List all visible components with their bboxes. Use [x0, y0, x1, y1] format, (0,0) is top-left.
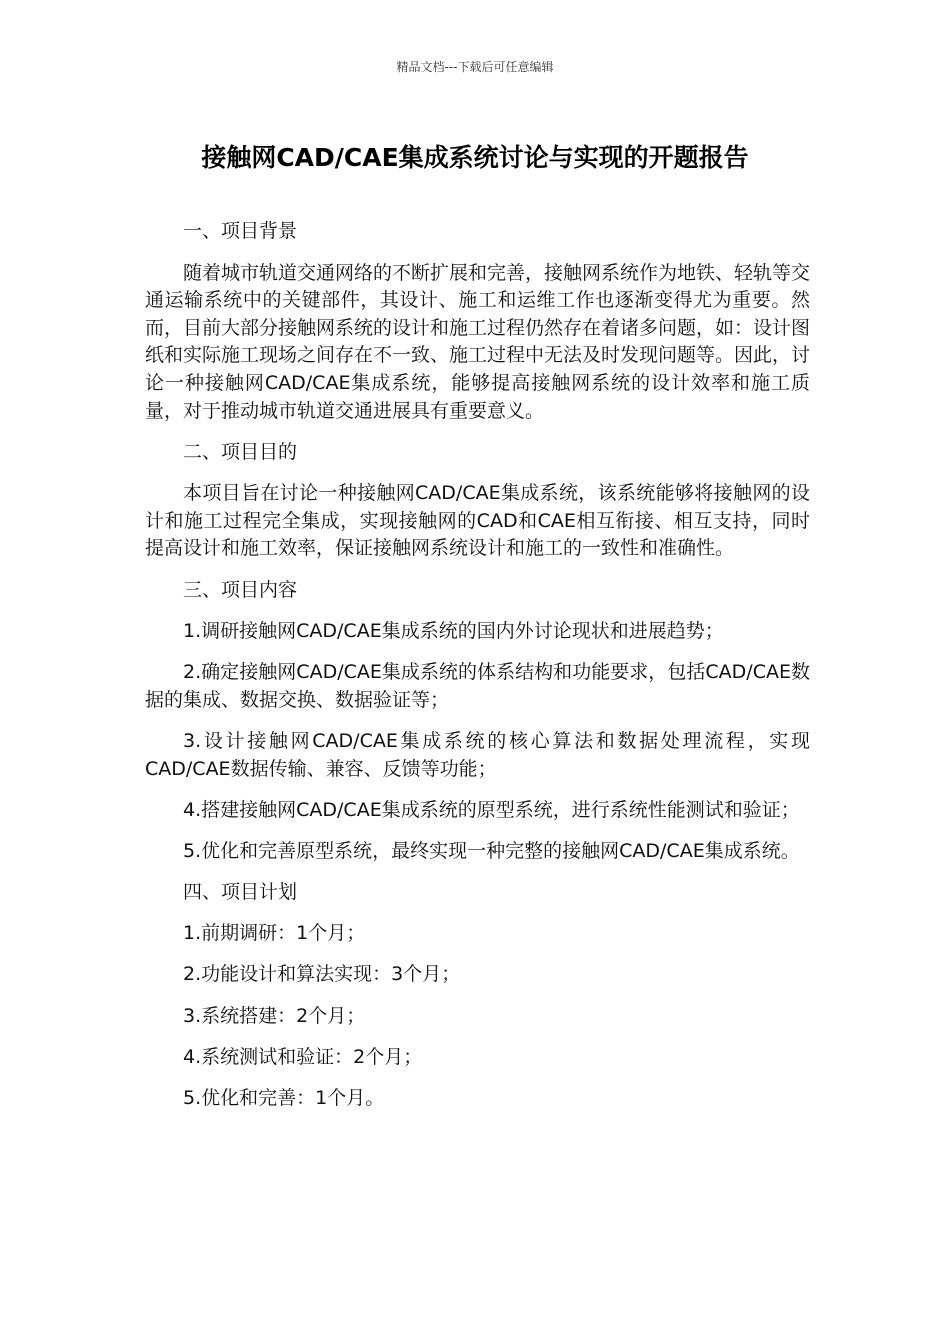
plan-item: 2.功能设计和算法实现：3个月； [183, 963, 461, 986]
goal-paragraph: 本项目旨在讨论一种接触网CAD/CAE集成系统，该系统能够将接触网的设计和施工过程完全集成，实现接触网的CAD和CAE相互衔接、相互支持，同时提高设计和施工效率，保证接触网系统设计和施工的一致性和准确性。 [145, 482, 810, 560]
header-note: 精品文档---下载后可任意编辑 [396, 60, 554, 74]
document-title: 接触网CAD/CAE集成系统讨论与实现的开题报告 [201, 143, 749, 172]
background-paragraph: 随着城市轨道交通网络的不断扩展和完善，接触网系统作为地铁、轻轨等交通运输系统中的关键部件，其设计、施工和运维工作也逐渐变得尤为重要。然而，目前大部分接触网系统的设计和施工过程仍然存在着诸多问题，如：设计图纸和实际施工现场之间存在不一致、施工过程中无法及时发现问题等。因此，讨论一种接触网CAD/CAE集成系统，能够提高接触网系统的设计效率和施工质量，对于推动城市轨道交通进展具有重要意义。 [145, 261, 811, 422]
content-item: 4.搭建接触网CAD/CAE集成系统的原型系统，进行系统性能测试和验证； [183, 798, 800, 821]
content-item: 2.确定接触网CAD/CAE集成系统的体系结构和功能要求，包括CAD/CAE数据的集成、数据交换、数据验证等； [145, 661, 810, 711]
section-heading-background: 一、项目背景 [183, 220, 298, 242]
plan-item: 4.系统测试和验证：2个月； [183, 1045, 423, 1068]
section-heading-plan: 四、项目计划 [183, 880, 298, 903]
content-item: 5.优化和完善原型系统，最终实现一种完整的接触网CAD/CAE集成系统。 [183, 839, 800, 862]
plan-item: 1.前期调研：1个月； [183, 922, 366, 945]
plan-item: 5.优化和完善：1个月。 [183, 1086, 385, 1109]
document-body [145, 218, 810, 1126]
section-heading-content: 三、项目内容 [183, 578, 298, 601]
plan-item: 3.系统搭建：2个月； [183, 1004, 366, 1027]
content-item: 1.调研接触网CAD/CAE集成系统的国内外讨论现状和进展趋势； [183, 620, 724, 643]
section-heading-goal: 二、项目目的 [183, 440, 298, 463]
content-item: 3.设计接触网CAD/CAE集成系统的核心算法和数据处理流程，实现CAD/CAE数据传输、兼容、反馈等功能； [145, 729, 810, 780]
